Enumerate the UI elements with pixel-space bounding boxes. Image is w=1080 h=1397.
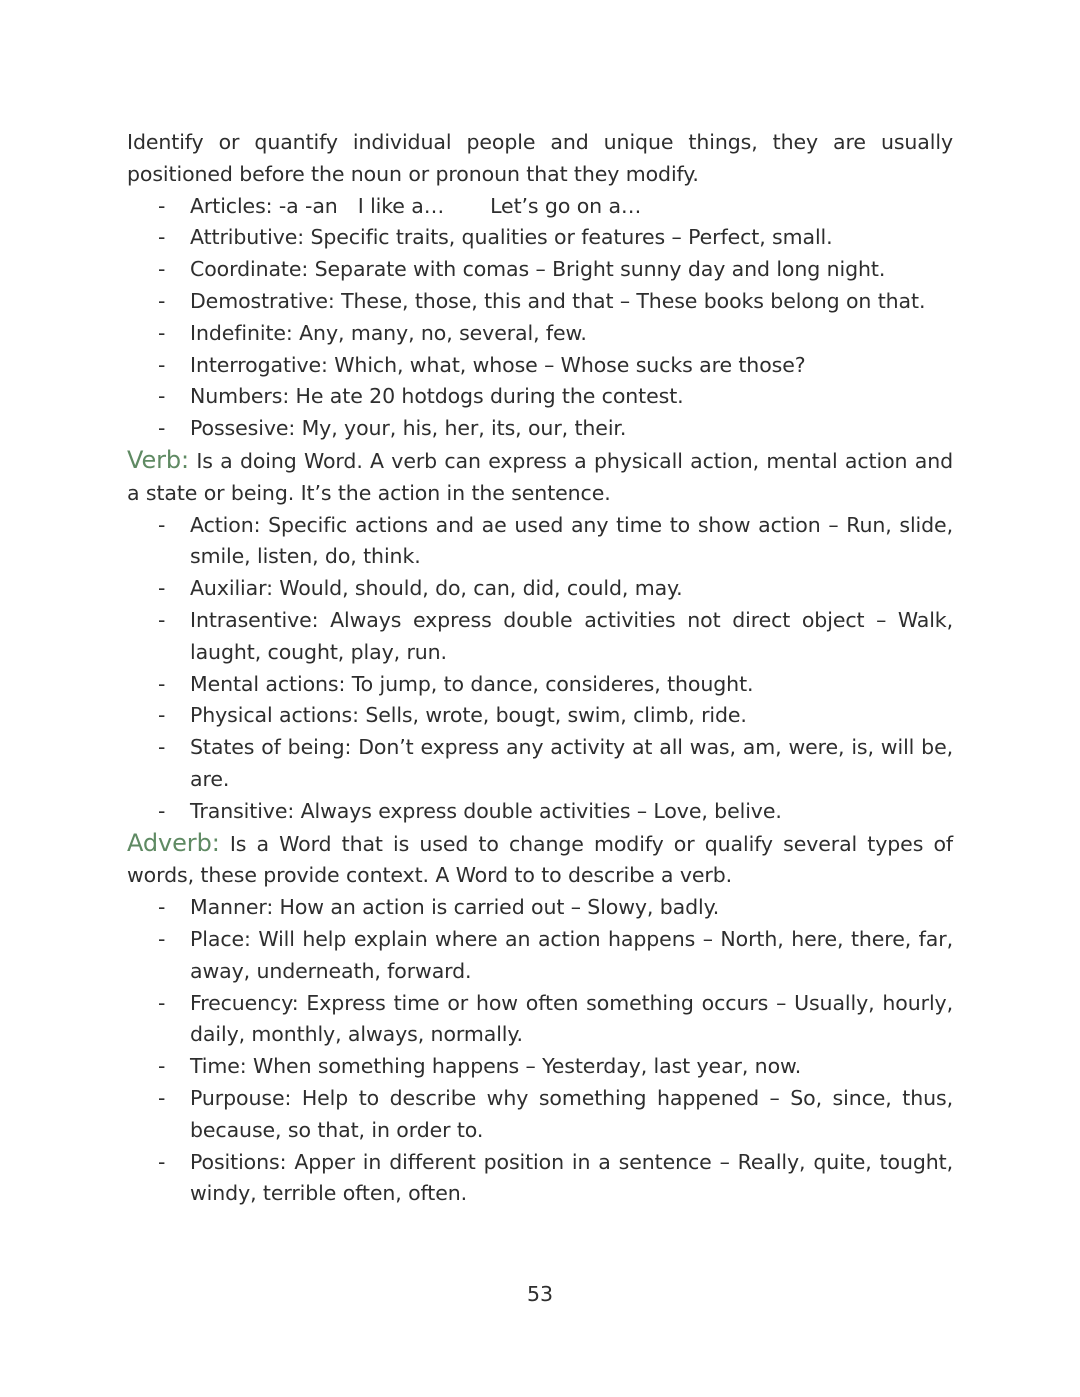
articles-example-2: Let’s go on a… bbox=[490, 193, 642, 218]
bullet-dash: - bbox=[158, 288, 166, 313]
list-item: - Auxiliar: Would, should, do, can, did, could, may. bbox=[190, 573, 953, 605]
list-item: - Indefinite: Any, many, no, several, few. bbox=[190, 318, 953, 350]
bullet-dash: - bbox=[158, 703, 166, 728]
verb-paragraph bbox=[127, 445, 953, 510]
bullet-dash: - bbox=[158, 1054, 166, 1079]
bullet-dash: - bbox=[158, 225, 166, 250]
list-item: - Attributive: Specific traits, qualities or features – Perfect, small. bbox=[190, 222, 953, 254]
list-item: - Transitive: Always express double activities – Love, belive. bbox=[190, 796, 953, 828]
bullet-dash: - bbox=[158, 193, 166, 218]
bullet-dash: - bbox=[158, 607, 166, 632]
bullet-dash: - bbox=[158, 735, 166, 760]
list-item: - Numbers: He ate 20 hotdogs during the contest. bbox=[190, 381, 953, 413]
list-item-articles bbox=[158, 191, 953, 223]
bullet-dash: - bbox=[158, 895, 166, 920]
articles-label: Articles: -a -an bbox=[190, 193, 338, 218]
list-item: - Coordinate: Separate with comas – Bright sunny day and long night. bbox=[190, 254, 953, 286]
list-item: - Place: Will help explain where an action happens – North, here, there, far, away, underneath, forward. bbox=[190, 924, 953, 988]
bullet-dash: - bbox=[158, 512, 166, 537]
adverb-list bbox=[127, 892, 953, 1210]
bullet-dash: - bbox=[158, 1149, 166, 1174]
bullet-dash: - bbox=[158, 416, 166, 441]
list-item: - Time: When something happens – Yesterday, last year, now. bbox=[190, 1051, 953, 1083]
bullet-dash: - bbox=[158, 352, 166, 377]
adjective-intro: Identify or quantify individual people and unique things, they are usually positioned before the noun or pronoun that they modify. bbox=[127, 130, 953, 186]
list-item: - Interrogative: Which, what, whose – Whose sucks are those? bbox=[190, 350, 953, 382]
verb-heading: Verb: bbox=[127, 445, 190, 474]
adjective-list bbox=[127, 191, 953, 445]
verb-intro: Is a doing Word. A verb can express a physicall action, mental action and a state or being. It’s the action in the sentence. bbox=[127, 448, 953, 505]
bullet-dash: - bbox=[158, 384, 166, 409]
adverb-heading: Adverb: bbox=[127, 828, 220, 857]
adverb-paragraph bbox=[127, 828, 953, 893]
list-item: - Intrasentive: Always express double activities not direct object – Walk, laught, cought, play, run. bbox=[190, 605, 953, 669]
list-item: - States of being: Don’t express any activity at all was, am, were, is, will be, are. bbox=[190, 732, 953, 796]
bullet-dash: - bbox=[158, 576, 166, 601]
page-number: 53 bbox=[526, 1282, 554, 1306]
list-item: - Purpouse: Help to describe why something happened – So, since, thus, because, so that, in order to. bbox=[190, 1083, 953, 1147]
list-item: - Positions: Apper in different position in a sentence – Really, quite, tought, windy, terrible often, often. bbox=[190, 1147, 953, 1211]
bullet-dash: - bbox=[158, 320, 166, 345]
articles-example-1: I like a… bbox=[357, 193, 445, 218]
bullet-dash: - bbox=[158, 926, 166, 951]
verb-list bbox=[127, 510, 953, 828]
page-content bbox=[127, 127, 953, 1210]
bullet-dash: - bbox=[158, 798, 166, 823]
bullet-dash: - bbox=[158, 990, 166, 1015]
bullet-dash: - bbox=[158, 257, 166, 282]
adverb-intro: Is a Word that is used to change modify or qualify several types of words, these provide context. A Word to to describe a verb. bbox=[127, 831, 953, 888]
list-item: - Demostrative: These, those, this and that – These books belong on that. bbox=[190, 286, 953, 318]
bullet-dash: - bbox=[158, 671, 166, 696]
list-item: - Physical actions: Sells, wrote, bougt, swim, climb, ride. bbox=[190, 700, 953, 732]
list-item: - Frecuency: Express time or how often something occurs – Usually, hourly, daily, monthly, always, normally. bbox=[190, 988, 953, 1052]
list-item: - Manner: How an action is carried out – Slowy, badly. bbox=[190, 892, 953, 924]
list-item: - Action: Specific actions and ae used any time to show action – Run, slide, smile, listen, do, think. bbox=[190, 510, 953, 574]
list-item: - Possesive: My, your, his, her, its, our, their. bbox=[190, 413, 953, 445]
bullet-dash: - bbox=[158, 1085, 166, 1110]
list-item: - Mental actions: To jump, to dance, consideres, thought. bbox=[190, 669, 953, 701]
